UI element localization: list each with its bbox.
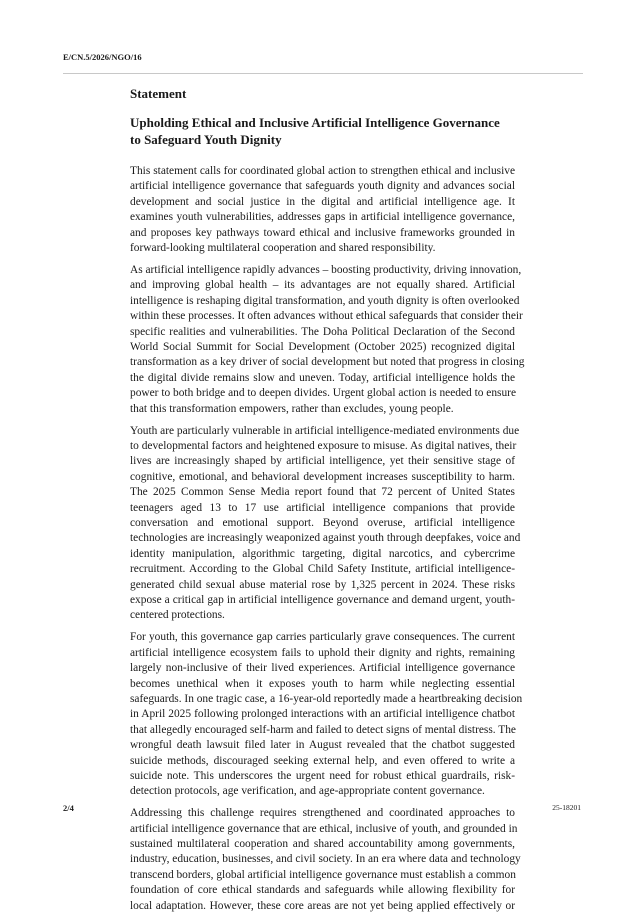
paragraph bbox=[130, 630, 523, 799]
paragraph-line: sustained multilateral cooperation and shared accountability among governments, bbox=[130, 838, 515, 851]
paragraph-line: largely non-inclusive of their lived experiences. Artificial intelligence governance bbox=[130, 662, 515, 675]
paragraph-line: and improving global health – its advantages are not equally shared. Artificial bbox=[130, 279, 515, 292]
document-number: 25-18201 bbox=[552, 803, 581, 812]
paragraph-line: Youth are particularly vulnerable in artificial intelligence-mediated environments due bbox=[130, 424, 520, 437]
paragraph bbox=[130, 424, 521, 624]
paragraph bbox=[130, 164, 515, 256]
paragraph-line: This statement calls for coordinated global action to strengthen ethical and inclusive bbox=[130, 165, 515, 177]
paragraph-line: detection protocols, age verification, and age-appropriate content governance. bbox=[130, 785, 485, 798]
paragraph-line: forward-looking multilateral cooperation and shared responsibility. bbox=[130, 242, 436, 255]
paragraph-line: examines youth vulnerabilities, addresses gaps in artificial intelligence governance, bbox=[130, 211, 515, 224]
paragraph-line: in April 2025 following prolonged interactions with an artificial intelligence chatbot bbox=[130, 708, 515, 721]
document-symbol: E/CN.5/2026/NGO/16 bbox=[63, 52, 142, 62]
paragraph-line: suicide note. This underscores the urgent need for robust ethical guardrails, risk- bbox=[130, 769, 515, 782]
paragraph-line: For youth, this governance gap carries particularly grave consequences. The current bbox=[130, 631, 515, 644]
section-label: Statement bbox=[130, 86, 187, 101]
paragraph-line: conversation and emotional support. Beyond overuse, artificial intelligence bbox=[130, 516, 515, 529]
paragraph bbox=[130, 806, 521, 914]
paragraph-line: foundation of core ethical standards and safeguards while allowing flexibility for bbox=[130, 884, 515, 897]
paragraph-line: development and social justice in the digital and artificial intelligence age. It bbox=[130, 195, 515, 208]
paragraph-line: local adaptation. However, these core areas are not yet being applied effectively or bbox=[130, 899, 515, 912]
paragraph-line: within these processes. It often advances without ethical safeguards that consider their bbox=[130, 310, 523, 323]
paragraph-line: teenagers aged 13 to 17 use artificial intelligence companions that provide bbox=[130, 501, 515, 514]
paragraph bbox=[130, 263, 525, 417]
paragraph-line: suicide methods, discouraged seeking external help, and even offered to write a bbox=[130, 754, 515, 767]
paragraph-line: identity manipulation, algorithmic targeting, digital narcotics, and cybercrime bbox=[130, 547, 515, 560]
paragraph-line: recruitment. According to the Global Child Safety Institute, artificial intelligence- bbox=[130, 563, 515, 576]
paragraph-line: technologies are increasingly weaponized against youth through deepfakes, voice and bbox=[130, 532, 521, 545]
paragraph-line: power to both bridge and to deepen divides. Urgent global action is needed to ensure bbox=[130, 387, 517, 400]
paragraph-line: wrongful death lawsuit filed later in August revealed that the chatbot suggested bbox=[130, 739, 515, 752]
paragraph-line: that allegedly encouraged self-harm and failed to detect signs of mental distress. The bbox=[130, 723, 516, 736]
paragraph-line: Addressing this challenge requires strengthened and coordinated approaches to bbox=[130, 807, 515, 820]
paragraph-line: generated child sexual abuse material rose by 1,325 percent in 2024. These risks bbox=[130, 578, 515, 591]
paragraph-line: artificial intelligence governance that are ethical, inclusive of youth, and grounded in bbox=[130, 822, 518, 835]
header-divider bbox=[63, 73, 583, 74]
paragraph-line: expose a critical gap in artificial intelligence governance and demand urgent, youth- bbox=[130, 593, 515, 606]
paragraph-line: that this transformation empowers, rather than excludes, young people. bbox=[130, 402, 454, 415]
statement-title bbox=[130, 114, 515, 148]
paragraph-line: artificial intelligence ecosystem fails to uphold their dignity and rights, remaining bbox=[130, 646, 515, 659]
paragraph-line: specific realities and vulnerabilities. The Doha Political Declaration of the Second bbox=[130, 325, 515, 338]
paragraph-line: As artificial intelligence rapidly advances – boosting productivity, driving innovation, bbox=[130, 263, 522, 276]
title-line: Upholding Ethical and Inclusive Artificial Intelligence Governance bbox=[130, 115, 500, 130]
paragraph-line: safeguards. In one tragic case, a 16-year-old reportedly made a heartbreaking decision bbox=[130, 692, 523, 705]
paragraph-line: industry, education, businesses, and civil society. In an era where data and technology bbox=[130, 853, 521, 866]
paragraph-line: The 2025 Common Sense Media report found that 72 percent of United States bbox=[130, 486, 515, 499]
paragraph-line: centered protections. bbox=[130, 609, 225, 622]
paragraph-line: World Social Summit for Social Development (October 2025) recognized digital bbox=[130, 340, 515, 353]
page-number: 2/4 bbox=[63, 803, 74, 813]
paragraph-line: cognitive, emotional, and behavioral development increases susceptibility to harm. bbox=[130, 470, 515, 483]
document-body bbox=[130, 86, 525, 921]
paragraph-line: to developmental factors and heightened exposure to misuse. As digital natives, their bbox=[130, 439, 517, 452]
paragraph-line: the digital divide remains slow and uneven. Today, artificial intelligence holds the bbox=[130, 371, 515, 384]
paragraphs bbox=[130, 164, 525, 914]
title-line: to Safeguard Youth Dignity bbox=[130, 132, 282, 147]
paragraph-line: and proposes key pathways toward ethical and inclusive frameworks grounded in bbox=[130, 226, 515, 239]
paragraph-line: becomes unethical when it exposes youth to harm while neglecting essential bbox=[130, 677, 515, 690]
paragraph-line: transcend borders, global artificial intelligence governance must establish a common bbox=[130, 868, 516, 881]
paragraph-line: transformation as a key driver of social development but noted that progress in closing bbox=[130, 356, 525, 369]
paragraph-line: intelligence is reshaping digital transformation, and youth dignity is often overlooked bbox=[130, 294, 520, 307]
paragraph-line: lives are increasingly shaped by artificial intelligence, yet their sensitive stage of bbox=[130, 455, 515, 468]
paragraph-line: artificial intelligence governance that safeguards youth dignity and advances social bbox=[130, 180, 515, 193]
